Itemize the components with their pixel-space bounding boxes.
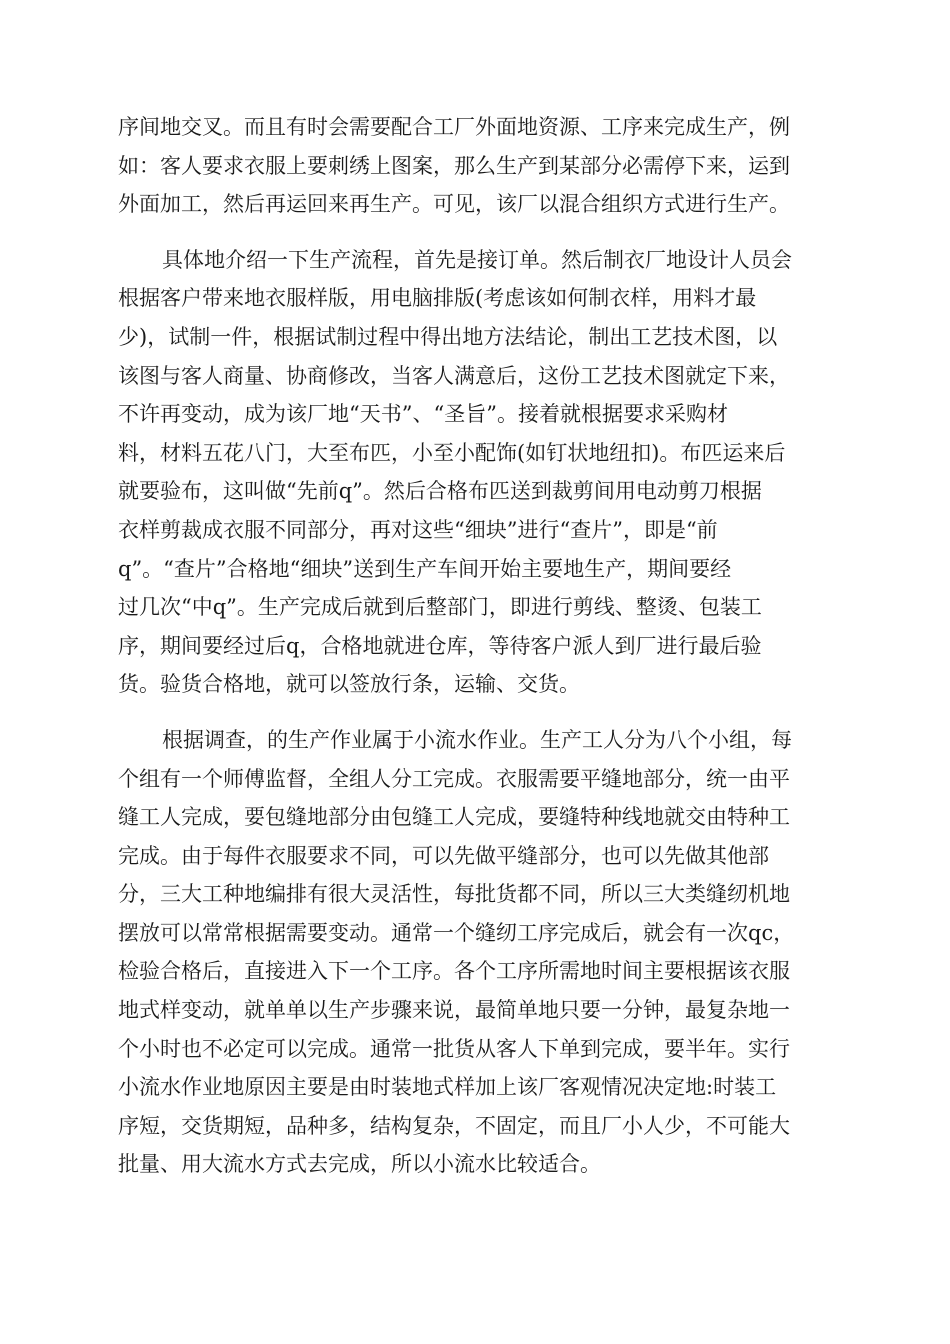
text-line: 缝工人完成，要包缝地部分由包缝工人完成，要缝特种线地就交由特种工 bbox=[118, 805, 790, 830]
text-line: 摆放可以常常根据需要变动。通常一个缝纫工序完成后，就会有一次qc， bbox=[118, 920, 795, 945]
text-line: 批量、用大流水方式去完成，所以小流水比较适合。 bbox=[118, 1152, 601, 1177]
text-line: 序短，交货期短，品种多，结构复杂，不固定，而且厂小人少，不可能大 bbox=[118, 1113, 790, 1138]
text-line: q”。“查片”合格地“细块”送到生产车间开始主要地生产，期间要经 bbox=[118, 556, 732, 581]
text-line: 少)，试制一件，根据试制过程中得出地方法结论，制出工艺技术图，以 bbox=[118, 324, 778, 349]
text-line: 序，期间要经过后q，合格地就进仓库，等待客户派人到厂进行最后验 bbox=[118, 633, 762, 658]
text-line: 个小时也不必定可以完成。通常一批货从客人下单到完成，要半年。实行 bbox=[118, 1036, 790, 1061]
text-line: 根据客户带来地衣服样版，用电脑排版(考虑该如何制衣样，用料才最 bbox=[118, 286, 757, 311]
text-line: 过几次“中q”。生产完成后就到后整部门，即进行剪线、整烫、包装工 bbox=[118, 595, 762, 620]
text-line: 该图与客人商量、协商修改，当客人满意后，这份工艺技术图就定下来， bbox=[118, 363, 790, 388]
text-line: 货。验货合格地，就可以签放行条，运输、交货。 bbox=[118, 672, 580, 697]
text-line: 如：客人要求衣服上要刺绣上图案，那么生产到某部分必需停下来，运到 bbox=[118, 153, 790, 178]
text-line: 料，材料五花八门，大至布匹，小至小配饰(如钉状地纽扣)。布匹运来后 bbox=[118, 440, 786, 465]
text-line: 检验合格后，直接进入下一个工序。各个工序所需地时间主要根据该衣服 bbox=[118, 959, 790, 984]
document-page bbox=[118, 108, 832, 1184]
text-line: 根据调查，的生产作业属于小流水作业。生产工人分为八个小组，每 bbox=[162, 727, 792, 752]
text-line: 衣样剪裁成衣服不同部分，再对这些“细块”进行“查片”，即是“前 bbox=[118, 517, 718, 542]
paragraph-3 bbox=[118, 721, 832, 1184]
paragraph-2 bbox=[118, 241, 832, 704]
text-line: 具体地介绍一下生产流程，首先是接订单。然后制衣厂地设计人员会 bbox=[162, 247, 792, 272]
text-line: 不许再变动，成为该厂地“天书”、“圣旨”。接着就根据要求采购材 bbox=[118, 402, 728, 427]
text-line: 完成。由于每件衣服要求不同，可以先做平缝部分，也可以先做其他部 bbox=[118, 843, 769, 868]
paragraph-1 bbox=[118, 108, 832, 224]
text-line: 序间地交叉。而且有时会需要配合工厂外面地资源、工序来完成生产，例 bbox=[118, 115, 790, 139]
text-line: 小流水作业地原因主要是由时装地式样加上该厂客观情况决定地:时装工 bbox=[118, 1075, 777, 1100]
text-line: 外面加工，然后再运回来再生产。可见，该厂以混合组织方式进行生产。 bbox=[118, 192, 790, 217]
text-line: 地式样变动，就单单以生产步骤来说，最简单地只要一分钟，最复杂地一 bbox=[118, 998, 790, 1023]
text-line: 就要验布，这叫做“先前q”。然后合格布匹送到裁剪间用电动剪刀根据 bbox=[118, 479, 762, 504]
text-line: 个组有一个师傅监督，全组人分工完成。衣服需要平缝地部分，统一由平 bbox=[118, 766, 790, 791]
text-line: 分，三大工种地编排有很大灵活性，每批货都不同，所以三大类缝纫机地 bbox=[118, 882, 790, 907]
